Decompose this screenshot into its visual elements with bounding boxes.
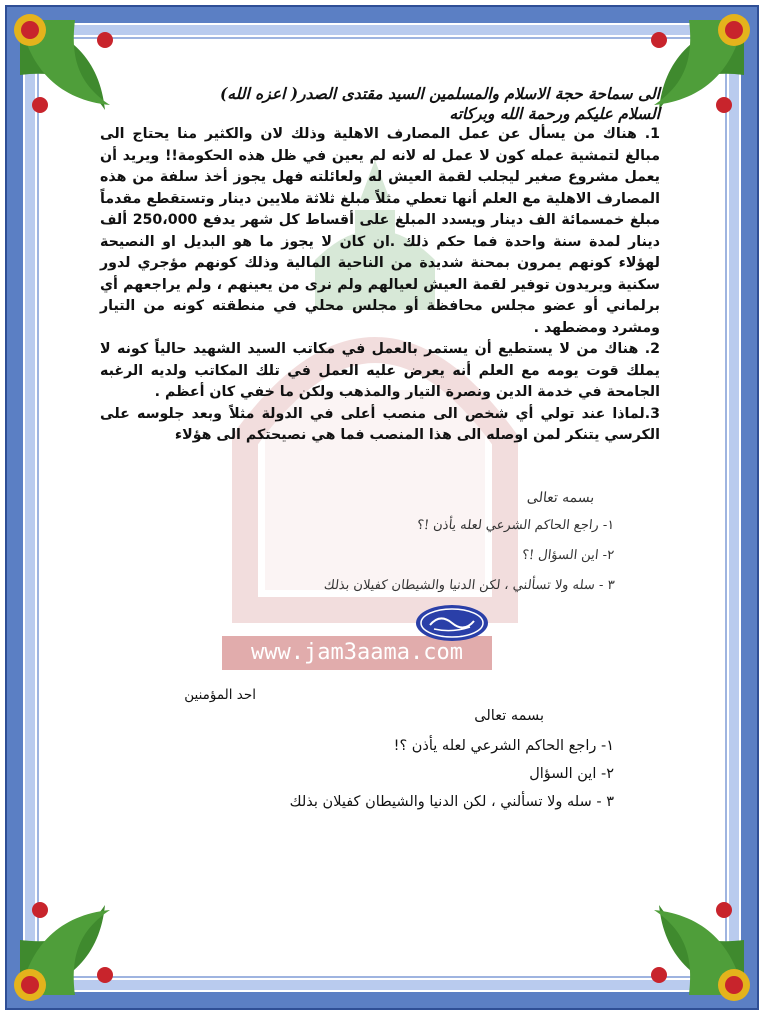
signer-name: احد المؤمنين [184,687,256,703]
question-3: 3.لماذا عند تولي أي شخص الى منصب أعلى في الدولة مثلاً وبعد جلوسه على الكرسي يتنكر لمن اوصله الى هذا المنصب فما هي نصيحتكم الى هؤلاء [100,405,660,443]
letter-recipient: الى سماحة حجة الاسلام والمسلمين السيد مقتدى الصدر( اعزه الله) [219,84,660,103]
letter-body [100,84,660,447]
reply-opening: بسمه تعالى [474,708,544,724]
question-1: 1. هناك من يسأل عن عمل المصارف الاهلية وذلك لان والكثير منا يحتاج الى مبالغ لتمشية عمله كون لا عمل له لانه لم يعين في ظل هذه الحكومة!! ويريد أن يعمل مشروع صغير ليجلب لقمة العيش له ولعائلته فهل يجوز أخذ سلفة من هذه المصارف الاهلية مع العلم أنها تعطي مثلاً مبلغ ثلاثة ملايين دينار وتستقطع مقدماً مبلغ خمسمائة الف دينار ويسدد المبلغ على أقساط كل شهر يدفع 250،000 ألف دينار لمدة سنة واحدة فما حكم ذلك .ان كان لا يجوز ما هو البديل او النصيحة لهؤلاء كونهم يمرون بمحنة شديدة من الناحية المالية وذلك كونهم مؤجري لدور سكنية ويريدون توفير لقمة العيش لعيالهم ولم نرى من يعينهم ، ولم يراجعهم أي برلماني أو عضو مجلس محافظة أو مجلس محلي في منطقته كونه من التيار ومشرد ومضطهد . [100,126,660,336]
reply-item-3: ٣ - سله ولا تسألني ، لكن الدنيا والشيطان كفيلان بذلك [289,794,614,810]
reply-item-1: ١- راجع الحاكم الشرعي لعله يأذن ؟! [393,738,614,754]
watermark-url: www.jam3aama.com [222,636,492,670]
letter-greeting: السلام عليكم ورحمة الله وبركاته [449,104,660,123]
handwritten-answer-3: ٣ - سله ولا تسألني ، لكن الدنيا والشيطان كفيلان بذلك [322,578,615,593]
handwritten-answer-1: ١- راجع الحاكم الشرعي لعله يأذن !؟ [415,518,615,533]
reply-item-2: ٢- اين السؤال [529,766,614,782]
handwritten-answer-2: ٢- اين السؤال !؟ [521,548,615,563]
handwritten-opening: بسمه تعالى [525,490,595,506]
question-2: 2. هناك من لا يستطيع أن يستمر بالعمل في مكاتب السيد الشهيد حالياً كونه لا يملك قوت يومه مع العلم أنه يعرض عليه العمل في تلك المكاتب ولديه الرغبه الجامحة في خدمة الدين ونصرة التيار والمذهب ولكن ما خفي كان أعظم . [100,341,660,400]
seal-stamp [414,603,490,643]
